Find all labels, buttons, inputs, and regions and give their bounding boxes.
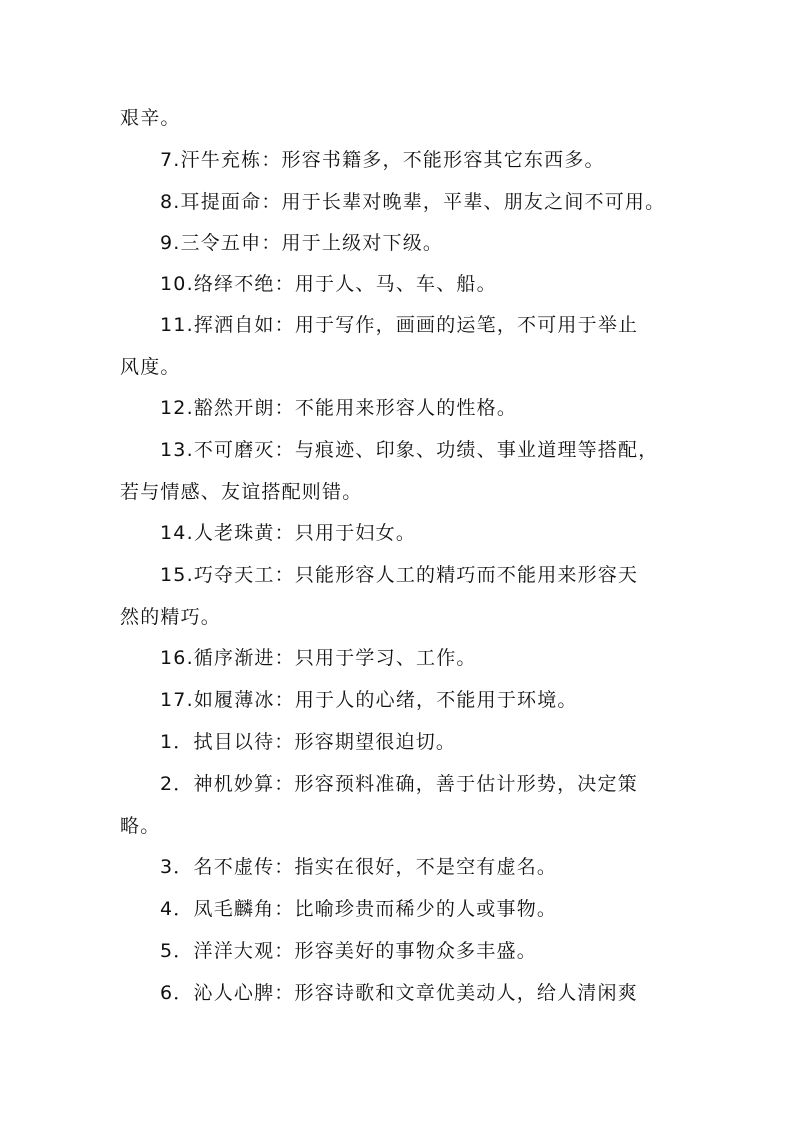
text-line: 7.汗牛充栋：形容书籍多，不能形容其它东西多。 [160, 149, 605, 171]
text-line: 艰辛。 [120, 107, 181, 129]
text-line: 15.巧夺天工：只能形容人工的精巧而不能用来形容天 [160, 564, 639, 586]
text-line: 17.如履薄冰：用于人的心绪，不能用于环境。 [160, 689, 578, 711]
text-line: 16.循序渐进：只用于学习、工作。 [160, 647, 477, 669]
text-line: 略。 [120, 815, 161, 837]
text-line: 14.人老珠黄：只用于妇女。 [160, 522, 417, 544]
text-line: 5．洋洋大观：形容美好的事物众多丰盛。 [160, 940, 537, 962]
text-line: 若与情感、友谊搭配则错。 [120, 481, 363, 503]
text-line: 11.挥洒自如：用于写作，画画的运笔，不可用于举止 [160, 314, 639, 336]
text-line: 风度。 [120, 356, 181, 378]
text-line: 然的精巧。 [120, 606, 222, 628]
text-line: 4．凤毛麟角：比喻珍贵而稀少的人或事物。 [160, 898, 558, 920]
text-line: 3．名不虚传：指实在很好，不是空有虚名。 [160, 856, 558, 878]
text-line: 8.耳提面命：用于长辈对晚辈，平辈、朋友之间不可用。 [160, 191, 666, 213]
text-line: 10.络绎不绝：用于人、马、车、船。 [160, 273, 497, 295]
text-line: 12.豁然开朗：不能用来形容人的性格。 [160, 397, 518, 419]
text-line: 13.不可磨灭：与痕迹、印象、功绩、事业道理等搭配， [160, 439, 659, 461]
text-line: 1．拭目以待：形容期望很迫切。 [160, 731, 457, 753]
text-line: 6．沁人心脾：形容诗歌和文章优美动人，给人清闲爽 [160, 982, 638, 1004]
text-line: 9.三令五申：用于上级对下级。 [160, 232, 444, 254]
text-line: 2．神机妙算：形容预料准确，善于估计形势，决定策 [160, 773, 638, 795]
